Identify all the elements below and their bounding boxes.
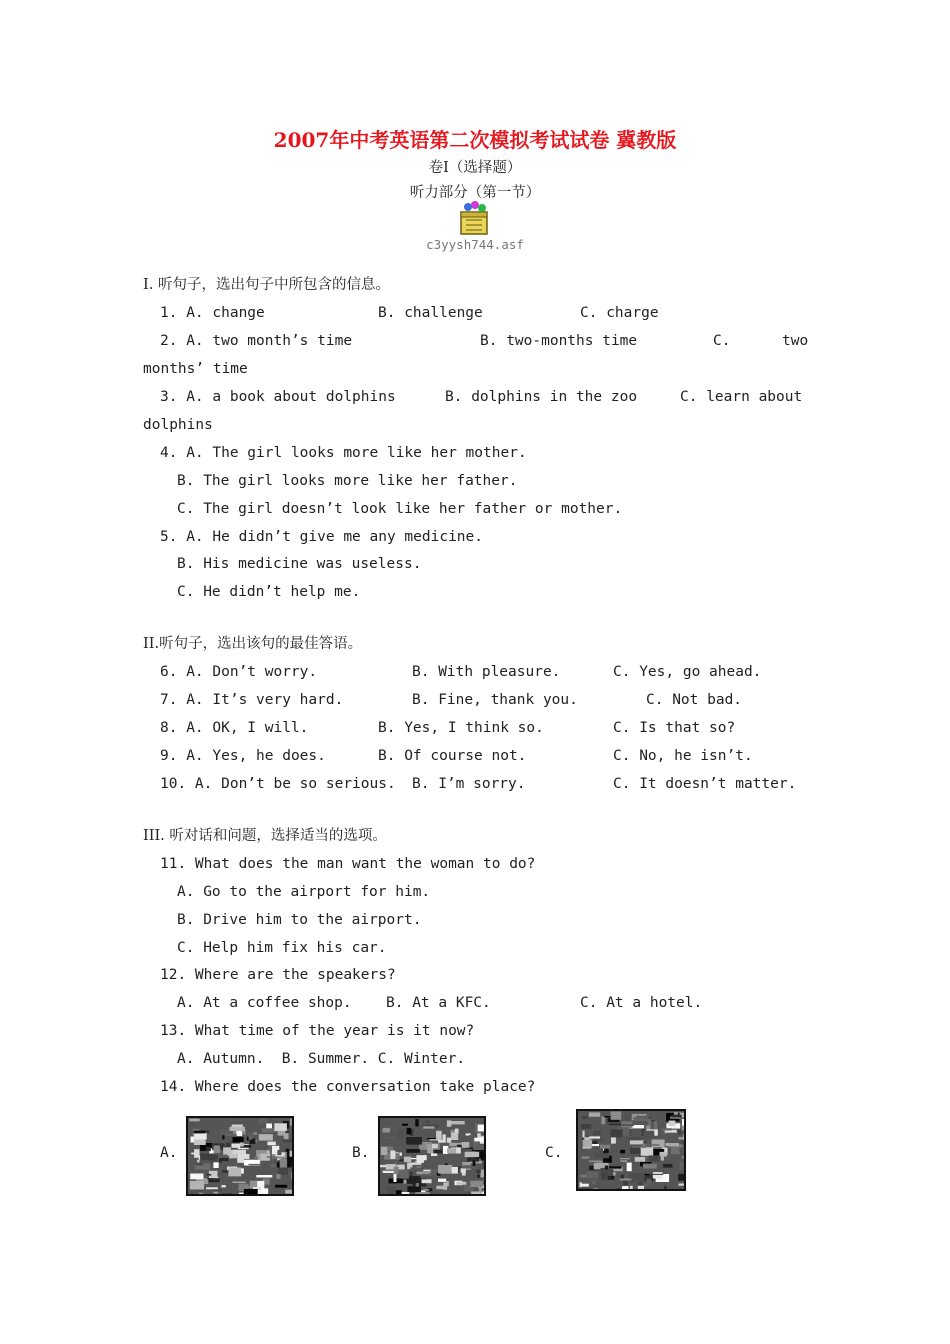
question-text: A. At a coffee shop. [177,995,352,1011]
question-text: B. challenge [378,305,483,321]
question-text: C. Yes, go ahead. [613,664,762,680]
restaurant-photo [186,1116,294,1196]
question-text: B. Fine, thank you. [412,692,578,708]
question-text: 12. Where are the speakers? [160,967,396,983]
section-instruction: II.听句子，选出该句的最佳答语。 [143,636,363,652]
question-text: B. His medicine was useless. [177,556,422,572]
question-text: B. At a KFC. [386,995,491,1011]
question-text: A. Go to the airport for him. [177,884,431,900]
question-text: B. The girl looks more like her father. [177,473,518,489]
attachment-filename[interactable]: c3yysh744.asf [426,237,524,252]
question-text: 7. A. It’s very hard. [160,692,344,708]
question-text: 13. What time of the year is it now? [160,1023,475,1039]
question-text: B. two-months time [480,333,638,349]
question-text: C. No, he isn’t. [613,748,753,764]
question-text: A. Autumn. B. Summer. C. Winter. [177,1051,466,1067]
page-title: 2007年中考英语第二次模拟考试试卷 冀教版 [273,128,677,152]
market-photo [378,1116,486,1196]
section-instruction: III. 听对话和问题，选择适当的选项。 [143,828,387,844]
question-text: B. Of course not. [378,748,527,764]
room-photo [576,1109,686,1191]
question-text: 2. A. two month’s time [160,333,353,349]
question-text: months’ time [143,361,248,377]
section-instruction: I. 听句子，选出句子中所包含的信息。 [143,277,390,293]
question-text: B. dolphins in the zoo [445,389,638,405]
question-text: C. The girl doesn’t look like her father or mother. [177,501,623,517]
question-text: B. Drive him to the airport. [177,912,422,928]
picture-option-label: B. [352,1145,370,1161]
part-heading: 听力部分（第一节） [409,185,541,201]
question-text: dolphins [143,417,213,433]
question-text: C. Help him fix his car. [177,940,387,956]
question-text: B. I’m sorry. [412,776,526,792]
question-text: 8. A. OK, I will. [160,720,309,736]
question-text: C. At a hotel. [580,995,703,1011]
question-text: 11. What does the man want the woman to do? [160,856,536,872]
question-text: B. With pleasure. [412,664,561,680]
question-text: C. He didn’t help me. [177,584,361,600]
question-text: 3. A. a book about dolphins [160,389,396,405]
question-text: 4. A. The girl looks more like her mother. [160,445,527,461]
question-text: 10. A. Don’t be so serious. [160,776,396,792]
question-text: B. Yes, I think so. [378,720,544,736]
media-package-icon[interactable] [458,200,492,236]
question-text: 1. A. change [160,305,265,321]
question-text: C. [713,333,731,349]
question-text: C. It doesn’t matter. [613,776,797,792]
picture-option-label: A. [160,1145,178,1161]
question-text: 6. A. Don’t worry. [160,664,318,680]
question-text: C. charge [580,305,659,321]
section-heading: 卷Ⅰ（选择题） [428,160,522,176]
question-text: two [782,333,809,349]
question-text: C. learn about [680,389,803,405]
question-text: C. Not bad. [646,692,743,708]
question-text: 14. Where does the conversation take place? [160,1079,536,1095]
question-text: 9. A. Yes, he does. [160,748,326,764]
question-text: C. Is that so? [613,720,736,736]
question-text: 5. A. He didn’t give me any medicine. [160,529,484,545]
picture-option-label: C. [545,1145,563,1161]
